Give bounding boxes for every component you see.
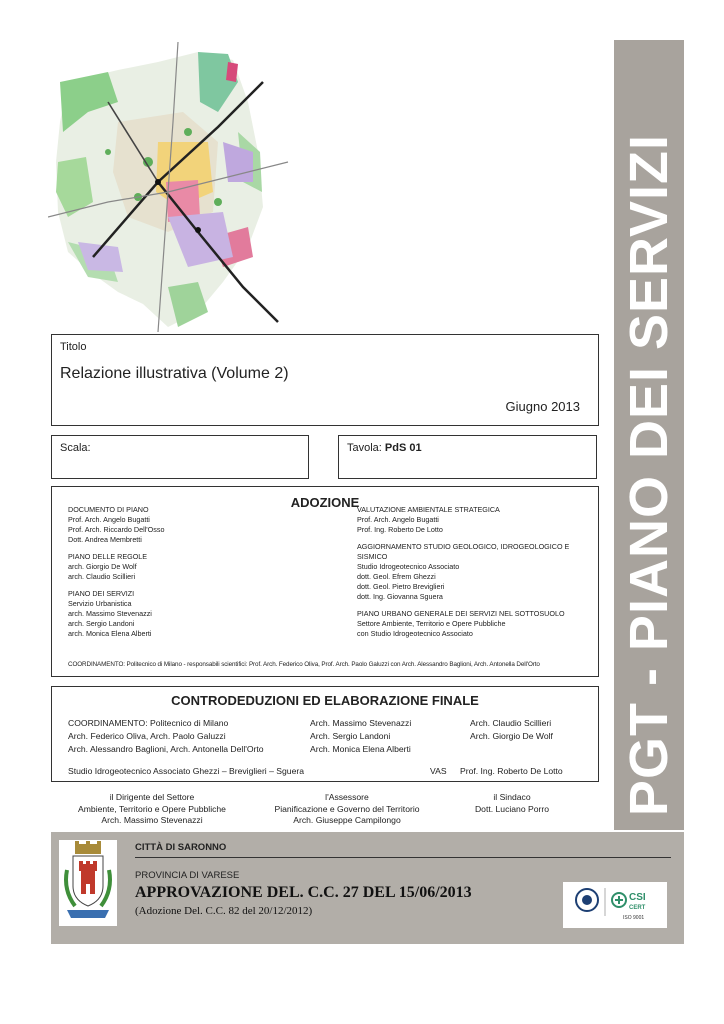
sheet-box	[338, 435, 597, 479]
adoption-left-line: arch. Sergio Landoni	[68, 619, 135, 628]
signature-line: il Sindaco	[493, 792, 531, 802]
adoption-right-line: Studio Idrogeotecnico Associato	[357, 562, 460, 571]
adoption-reference: (Adozione Del. C.C. 82 del 20/12/2012)	[135, 905, 313, 917]
final-column-1	[68, 717, 264, 756]
adoption-right-line: con Studio Idrogeotecnico Associato	[357, 629, 473, 638]
final-elaboration-heading: CONTRODEDUZIONI ED ELABORAZIONE FINALE	[171, 693, 479, 708]
adoption-right-line: PIANO URBANO GENERALE DEI SERVIZI NEL SOTTOSUOLO	[357, 609, 565, 618]
adoption-right-line: Settore Ambiente, Territorio e Opere Pubbliche	[357, 619, 506, 628]
adoption-right-line	[357, 602, 597, 609]
city-crest-logo	[59, 840, 117, 926]
approval-statement: APPROVAZIONE DEL. C.C. 27 DEL 15/06/2013	[135, 884, 472, 901]
final-col3-line: Arch. Claudio Scillieri	[470, 718, 552, 728]
signature-sindaco	[432, 792, 592, 815]
adoption-left-line: arch. Giorgio De Wolf	[68, 562, 137, 571]
adoption-left-line: arch. Claudio Scillieri	[68, 572, 136, 581]
vas-name: Prof. Ing. Roberto De Lotto	[460, 766, 563, 776]
adoption-right-line: VALUTAZIONE AMBIENTALE STRATEGICA	[357, 505, 500, 514]
adoption-left-line: Servizio Urbanistica	[68, 599, 132, 608]
adoption-heading: ADOZIONE	[290, 495, 360, 510]
adoption-right-line	[357, 535, 597, 542]
adoption-left-line	[68, 545, 328, 552]
vas-label: VAS	[430, 766, 447, 776]
city-map-image	[48, 42, 298, 332]
signature-line: Arch. Massimo Stevenazzi	[101, 815, 203, 825]
adoption-right-column	[357, 505, 597, 639]
side-band	[614, 40, 684, 830]
adoption-right-line: Prof. Arch. Angelo Bugatti	[357, 515, 439, 524]
side-band-title: PGT - PIANO DEI SERVIZI	[619, 133, 679, 817]
adoption-left-line	[68, 582, 328, 589]
adoption-left-line: arch. Massimo Stevenazzi	[68, 609, 152, 618]
svg-text:CSI: CSI	[629, 892, 646, 903]
certification-label: ISO 9001	[623, 915, 645, 921]
document-title: Relazione illustrativa (Volume 2)	[60, 365, 289, 382]
scale-label: Scala:	[60, 442, 91, 454]
final-elaboration-box	[51, 686, 599, 782]
province-name: PROVINCIA DI VARESE	[135, 870, 240, 881]
adoption-right-line: dott. Geol. Pietro Breviglieri	[357, 582, 445, 591]
signature-line: l'Assessore	[325, 792, 369, 802]
adoption-left-line: Prof. Arch. Angelo Bugatti	[68, 515, 150, 524]
title-label: Titolo	[60, 341, 87, 353]
adoption-right-line: dott. Ing. Giovanna Sguera	[357, 592, 443, 601]
signature-line: Dott. Luciano Porro	[474, 803, 550, 814]
sheet-value: PdS 01	[384, 442, 422, 454]
final-col2-line: Arch. Monica Elena Alberti	[310, 744, 411, 754]
certification-badge	[563, 882, 667, 928]
scale-box	[51, 435, 309, 479]
document-date: Giugno 2013	[505, 399, 580, 414]
adoption-left-line: Prof. Arch. Riccardo Dell'Osso	[68, 525, 165, 534]
final-col3-line: Arch. Giorgio De Wolf	[470, 731, 553, 741]
adoption-right-line: AGGIORNAMENTO STUDIO GEOLOGICO, IDROGEOLOGICO E	[357, 542, 570, 551]
adoption-right-line: dott. Geol. Efrem Ghezzi	[357, 572, 436, 581]
geology-study: Studio Idrogeotecnico Associato Ghezzi – Breviglieri – Sguera	[68, 766, 304, 776]
signature-assessore	[247, 792, 447, 827]
sheet-label-text: Tavola:	[347, 442, 382, 454]
final-col2-line: Arch. Sergio Landoni	[310, 731, 391, 741]
final-column-3	[470, 717, 553, 743]
final-col2-line: Arch. Massimo Stevenazzi	[310, 718, 412, 728]
final-column-2	[310, 717, 411, 756]
adoption-right-line: SISMICO	[357, 552, 388, 561]
signature-dirigente	[52, 792, 252, 827]
signature-line: Pianificazione e Governo del Territorio	[274, 803, 420, 814]
signature-line: Ambiente, Territorio e Opere Pubbliche	[78, 803, 226, 814]
city-name: CITTÀ DI SARONNO	[135, 842, 227, 853]
adoption-left-line: PIANO DEI SERVIZI	[68, 589, 135, 598]
adoption-coordination: COORDINAMENTO: Politecnico di Milano - responsabili scientifici: Prof. Arch. Federico Oliva, Prof. Arch. Paolo Galuzzi con Arch. Alessandro Baglioni, Arch. Antonella Dell'Orto	[68, 661, 540, 668]
signature-line: il Dirigente del Settore	[109, 792, 195, 802]
adoption-left-line: DOCUMENTO DI PIANO	[68, 505, 149, 514]
sheet-label	[347, 442, 422, 454]
footer-divider	[135, 857, 671, 858]
footer-panel	[51, 832, 684, 944]
adoption-right-line: Prof. Ing. Roberto De Lotto	[357, 525, 443, 534]
signature-line: Arch. Giuseppe Campilongo	[293, 815, 401, 825]
final-col1-line: COORDINAMENTO: Politecnico di Milano	[68, 718, 229, 728]
adoption-left-line: Dott. Andrea Membretti	[68, 535, 142, 544]
title-box	[51, 334, 599, 426]
final-col1-line: Arch. Federico Oliva, Arch. Paolo Galuzzi	[68, 731, 226, 741]
svg-text:CERT: CERT	[629, 905, 646, 911]
final-col1-line: Arch. Alessandro Baglioni, Arch. Antonella Dell'Orto	[68, 744, 264, 754]
adoption-left-line: PIANO DELLE REGOLE	[68, 552, 148, 561]
adoption-box	[51, 486, 599, 677]
adoption-left-column	[68, 505, 328, 639]
adoption-left-line: arch. Monica Elena Alberti	[68, 629, 152, 638]
certification-logo	[563, 882, 667, 928]
